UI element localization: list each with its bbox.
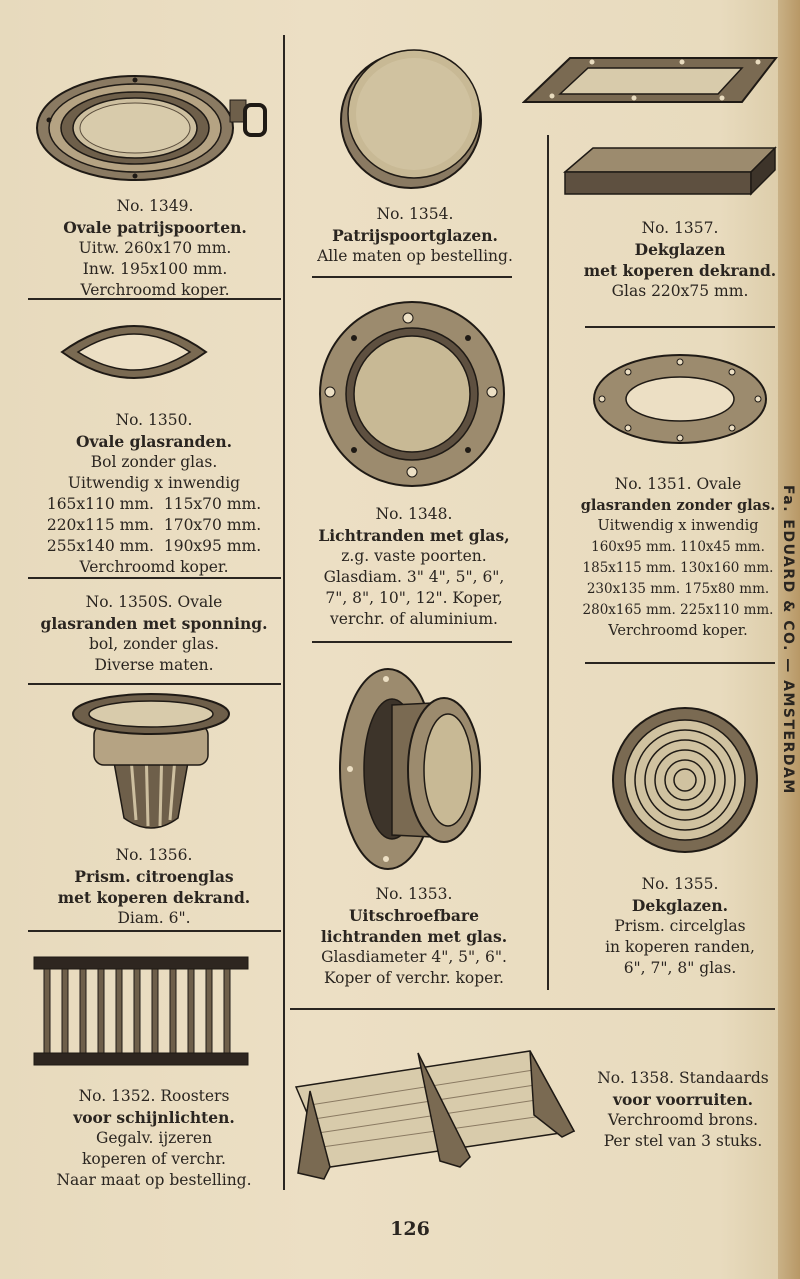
windscreen-stands-illustration <box>290 1045 580 1190</box>
rule <box>28 930 281 932</box>
item-title: Lichtranden met glas, <box>318 526 510 545</box>
page-number: 126 <box>390 1218 430 1240</box>
item-1357-caption <box>575 218 785 302</box>
item-1350S-caption <box>26 592 282 676</box>
item-desc: Per stel van 3 stuks. <box>603 1132 763 1150</box>
skylight-grille-illustration <box>32 955 250 1067</box>
item-title: Dekglazen <box>634 240 726 259</box>
item-number: No. 1355. <box>641 875 719 893</box>
item-title: met koperen dekrand. <box>583 261 777 280</box>
item-1351-caption <box>580 474 776 642</box>
rule <box>585 326 775 328</box>
item-number: No. 1356. <box>115 846 193 864</box>
item-title: glasranden zonder glas. <box>580 497 776 514</box>
item-desc: Diverse maten. <box>94 656 214 674</box>
item-desc: Glas 220x75 mm. <box>611 282 749 300</box>
rule <box>312 276 512 278</box>
item-title: glasranden met sponning. <box>40 614 268 633</box>
publisher-side-label <box>777 430 799 850</box>
item-title: Dekglazen. <box>631 896 729 915</box>
item-desc: z.g. vaste poorten. <box>341 547 487 565</box>
item-desc: Naar maat op bestelling. <box>56 1171 252 1189</box>
item-1353-caption <box>296 884 532 989</box>
item-number: No. 1350. <box>115 411 193 429</box>
item-title: Patrijspoortglazen. <box>332 226 498 245</box>
item-dimensions: 230x135 mm. 175x80 mm. <box>586 581 770 597</box>
item-1348-caption <box>296 504 532 630</box>
item-title: Ovale patrijspoorten. <box>63 218 247 237</box>
item-desc: in koperen randen, <box>605 938 755 956</box>
item-desc: Verchroomd koper. <box>79 558 229 576</box>
item-1350-caption <box>26 410 282 578</box>
item-number-title: No. 1352. Roosters <box>78 1087 230 1105</box>
item-desc: Bol zonder glas. <box>90 453 218 471</box>
item-dimensions: 255x140 mm. 190x95 mm. <box>46 537 262 555</box>
item-1356-caption <box>26 845 282 929</box>
item-number-title: No. 1351. Ovale <box>614 475 742 493</box>
item-desc: Prism. circelglas <box>614 917 746 935</box>
item-desc: Verchroomd brons. <box>607 1111 759 1129</box>
deck-glass-frame-illustration <box>522 52 778 112</box>
prism-citron-glass-illustration <box>70 690 232 840</box>
oval-glass-rim-without-glass-illustration <box>590 352 770 447</box>
item-number: No. 1354. <box>376 205 454 223</box>
item-desc: Diam. 6". <box>117 909 191 927</box>
item-1358-caption <box>588 1068 778 1152</box>
item-desc: Uitwendig x inwendig <box>597 518 759 534</box>
column-divider-right <box>547 135 549 990</box>
column-divider-left <box>283 35 285 1190</box>
item-number: No. 1353. <box>375 885 453 903</box>
item-dimensions: 185x115 mm. 130x160 mm. <box>582 560 774 576</box>
item-number: No. 1349. <box>116 197 194 215</box>
item-desc: Verchroomd koper. <box>80 281 230 299</box>
item-desc: 7", 8", 10", 12". Koper, <box>325 589 503 607</box>
item-desc: Uitw. 260x170 mm. <box>78 239 232 257</box>
item-desc: Gegalv. ijzeren <box>95 1129 213 1147</box>
screw-out-light-rim-illustration <box>336 665 486 875</box>
rule <box>585 662 775 664</box>
item-1354-caption <box>300 204 530 267</box>
item-desc: Glasdiameter 4", 5", 6". <box>321 948 507 966</box>
item-desc: Uitwendig x inwendig <box>67 474 241 492</box>
light-rim-with-glass-illustration <box>316 300 508 490</box>
prism-circle-glass-illustration <box>610 705 760 855</box>
porthole-glass-illustration <box>336 42 486 192</box>
item-number: No. 1348. <box>375 505 453 523</box>
item-number-title: No. 1350S. Ovale <box>85 593 223 611</box>
item-dimensions: 165x110 mm. 115x70 mm. <box>46 495 262 513</box>
deck-glass-illustration <box>563 142 778 202</box>
item-desc: bol, zonder glas. <box>89 635 219 653</box>
item-title: Uitschroefbare <box>349 906 479 925</box>
item-desc: 6", 7", 8" glas. <box>623 959 737 977</box>
item-dimensions: 280x165 mm. 225x110 mm. <box>582 602 774 618</box>
item-desc: koperen of verchr. <box>82 1150 226 1168</box>
oval-porthole-illustration <box>35 70 270 185</box>
item-title: Prism. citroenglas <box>74 867 234 886</box>
item-1352-caption <box>26 1086 282 1191</box>
item-dimensions: 220x115 mm. 170x70 mm. <box>46 516 262 534</box>
item-desc: Glasdiam. 3" 4", 5", 6", <box>323 568 505 586</box>
item-desc: Alle maten op bestelling. <box>317 247 513 265</box>
rule <box>312 641 512 643</box>
item-number-title: No. 1358. Standaards <box>597 1069 769 1087</box>
item-title: Ovale glasranden. <box>75 432 233 451</box>
item-desc: Koper of verchr. koper. <box>324 969 504 987</box>
item-desc: Verchroomd koper. <box>608 623 748 639</box>
item-dimensions: 160x95 mm. 110x45 mm. <box>591 539 765 555</box>
item-1349-caption <box>30 196 280 301</box>
item-title: met koperen dekrand. <box>57 888 251 907</box>
oval-glass-rim-illustration <box>58 310 210 395</box>
publisher-name: Fa. EDUARD & CO. — AMSTERDAM <box>780 485 796 795</box>
item-desc: Inw. 195x100 mm. <box>82 260 228 278</box>
item-title: voor voorruiten. <box>612 1090 754 1109</box>
item-title: voor schijnlichten. <box>73 1108 235 1127</box>
item-number: No. 1357. <box>641 219 719 237</box>
rule <box>28 683 281 685</box>
item-title: lichtranden met glas. <box>320 927 508 946</box>
item-1355-caption <box>585 874 775 979</box>
rule <box>290 1008 775 1010</box>
item-desc: verchr. of aluminium. <box>330 610 498 628</box>
